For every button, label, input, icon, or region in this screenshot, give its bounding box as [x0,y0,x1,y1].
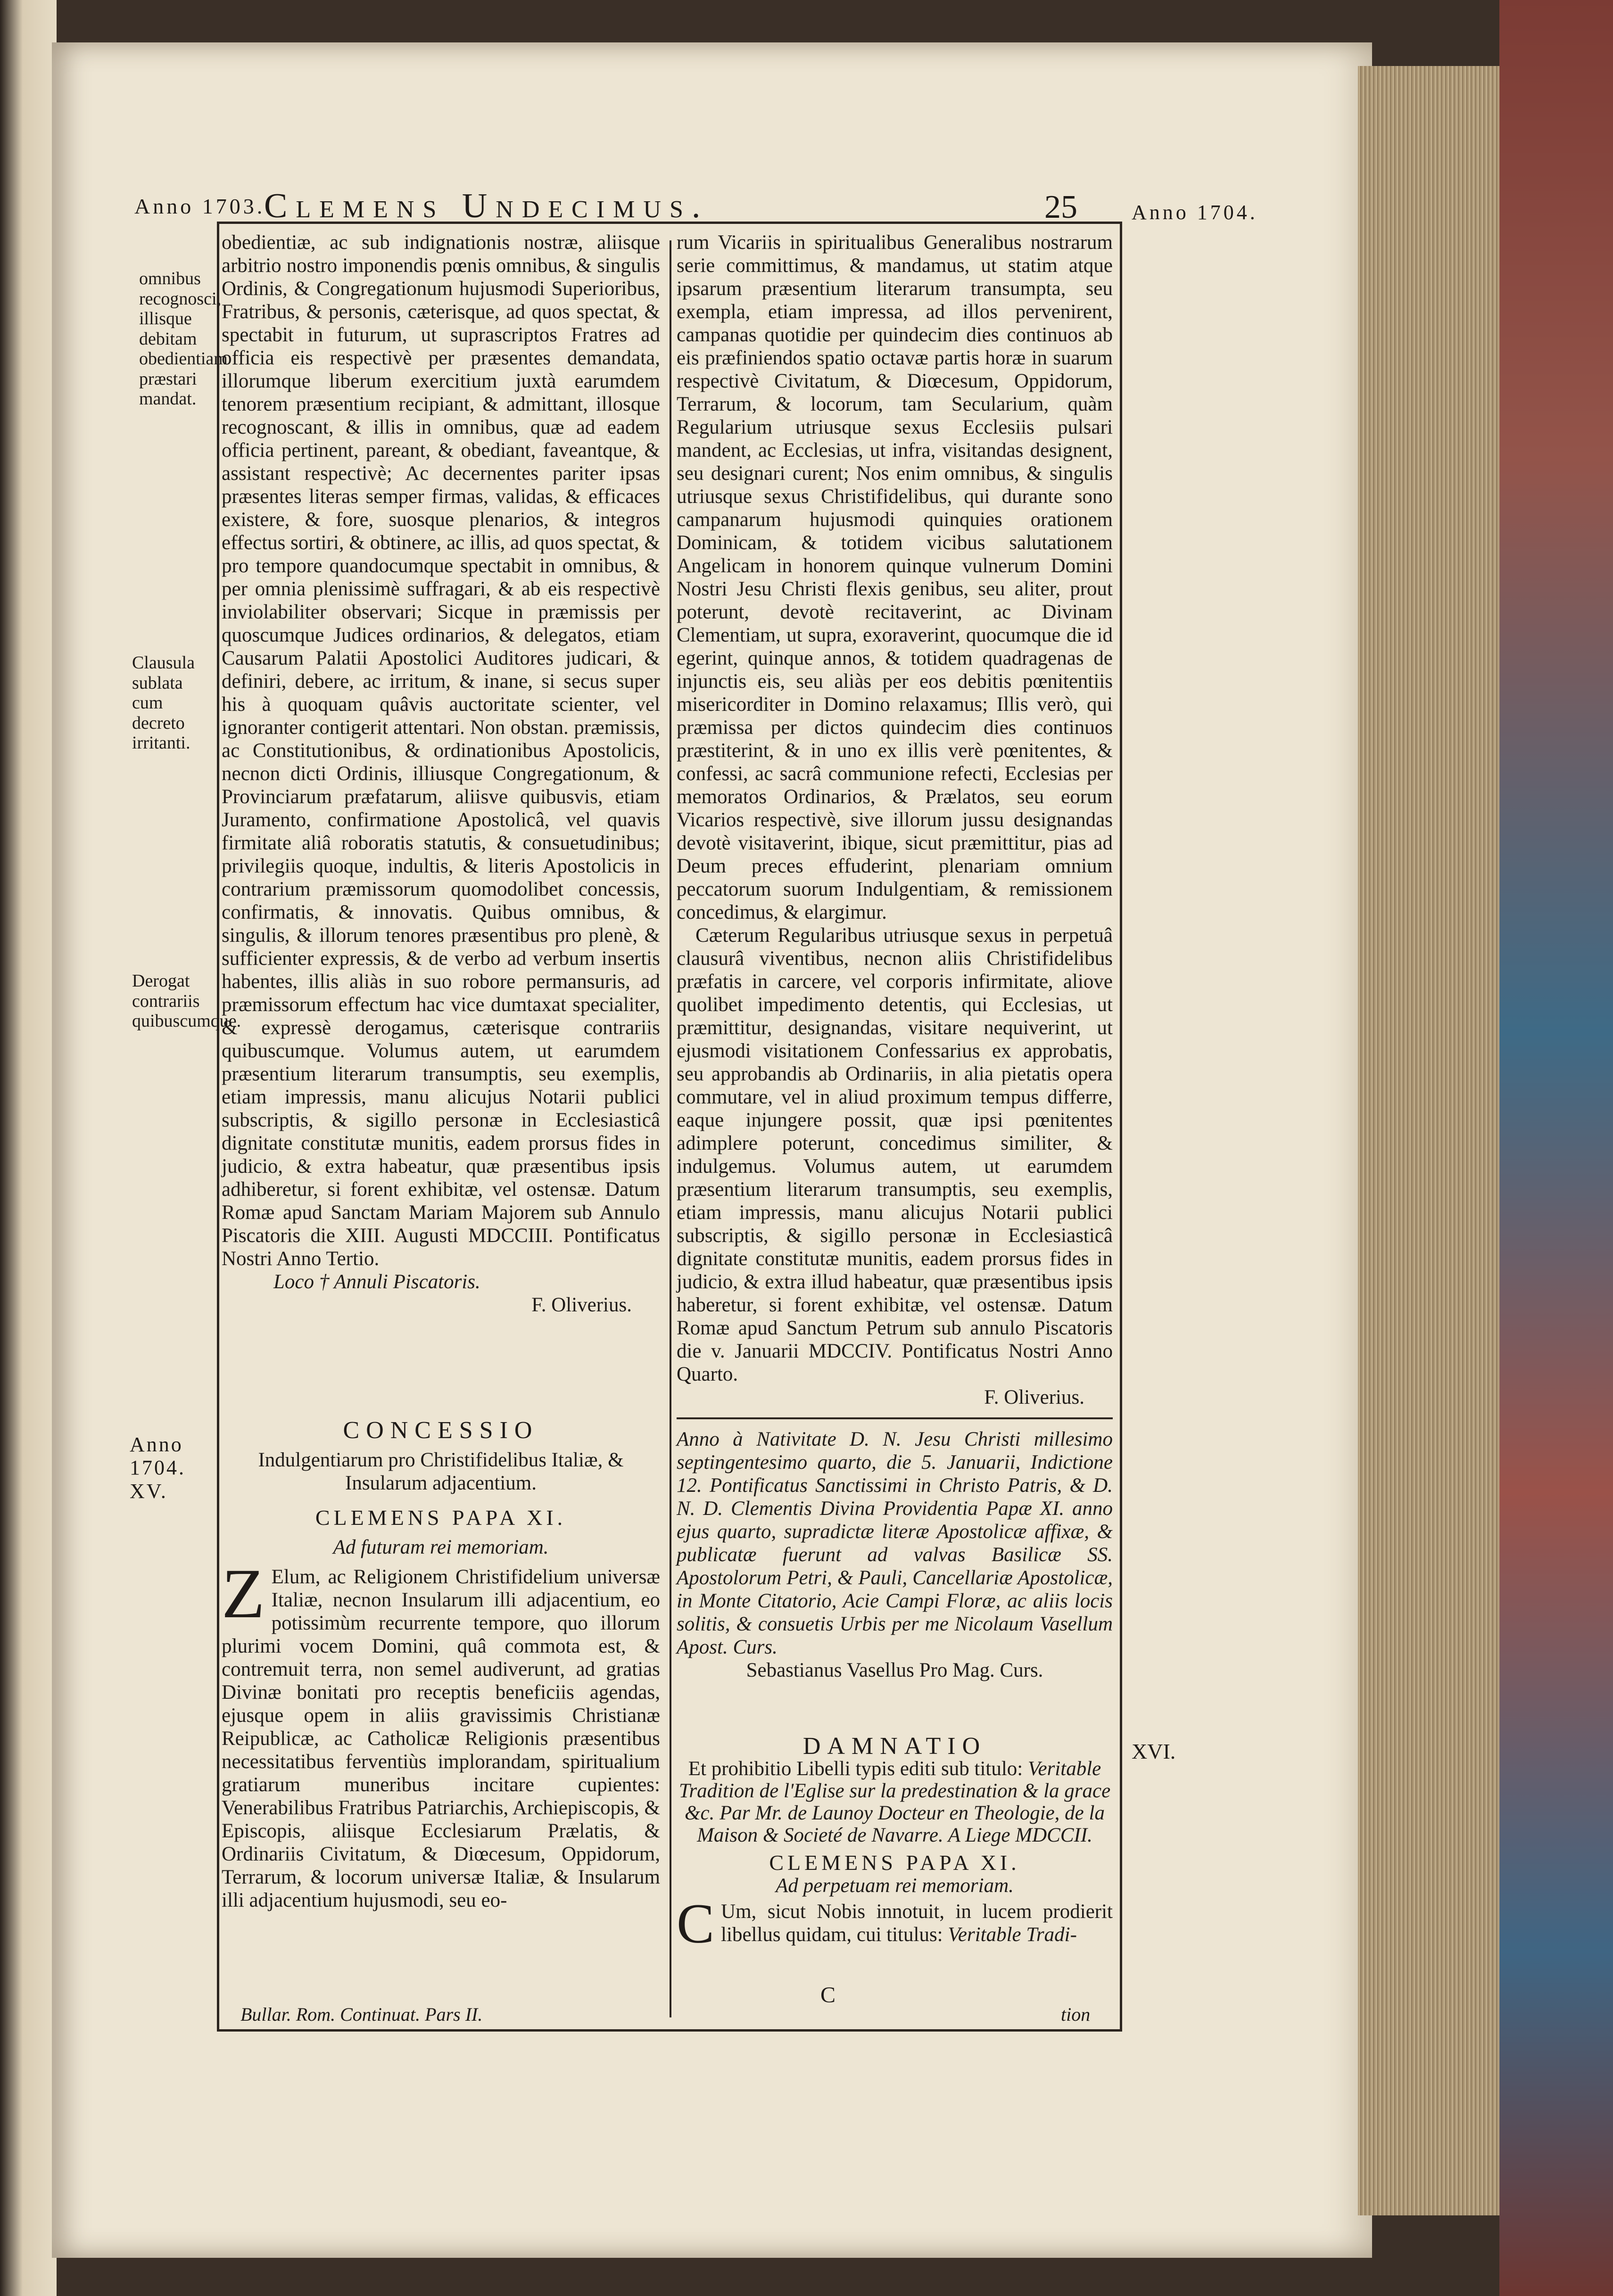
concessio-subtitle: Indulgentiarum pro Christifidelibus Italiæ, & Insularum adjacentium. [258,1449,624,1494]
concessio-section [222,1419,660,1933]
footer-catchword: tion [1061,2004,1091,2025]
right-signature: F. Oliverius. [984,1386,1084,1408]
right-rule [677,1417,1113,1419]
damnatio-body-italic: Veritable Tradi- [948,1924,1077,1946]
left-column-text: obedientiæ, ac sub indignationis nostræ, aliisque arbitrio nostro imponendis pœnis omnibus, & singulis Ordinis, & Congregationum hujusmodi Superioribus, Fratribus, & personis, cæterisque, ad quos spectat, & spectabit in futurum, ut suprascriptos Fratres ad officia eis respectivè per præsentes demandata, illorumque liberum exercitium juxtà earumdem tenorem præsentium recipiant, & admittant, illosque recognoscant, & illis in omnibus, quæ ad eadem officia pertinent, pareant, & obediant, faveantque, & assistant respectivè; Ac decernentes pariter ipsas præsentes literas semper firmas, validas, & efficaces existere, & fore, suosque plenarios, & integros effectus sortiri, & obtinere, ac illis, ad quos spectat, & pro tempore quandocumque spectabit in omnibus, & per omnia plenissimè suffragari, & ab eis respectivè inviolabiliter observari; Sicque in præmissis per quoscumque Judices ordinarios, & delegatos, etiam Causarum Palatii Apostolici Auditores judicari, & definiri, debere, ac irritum, & inane, si secus super his à quoquam quâvis auctoritate scienter, vel ignoranter contigerit attentari. Non obstan. præmissis, ac Constitutionibus, & ordinationibus Apostolicis, necnon dicti Ordinis, illiusque Congregationum, & Provinciarum præfatarum, aliisve quibusvis, etiam Juramento, confirmatione Apostolicâ, vel quavis firmitate aliâ roboratis statutis, & consuetudinibus; privilegiis quoque, indultis, & literis Apostolicis in contrarium præmissorum quomodolibet concessis, confirmatis, & innovatis. Quibus omnibus, & singulis, & illorum tenores præsentibus pro plenè, & sufficienter expressis, & de verbo ad verbum insertis habentes, illis aliàs in suo robore permansuris, ad præmissorum effectum hac vice dumtaxat specialiter, & expressè derogamus, cæterisque contrariis quibuscumque. Volumus autem, ut earumdem præsentium literarum transumptis, seu exemplis, etiam impressis, manu alicujus Notarii publici subscriptis, & sigillo personæ in Ecclesiasticâ dignitate constitutæ munitis, eadem prorsus fides in judicio, & extra habeatur, quæ præsentibus ipsis adhiberetur, si forent exhibitæ, vel ostensæ. Datum Romæ apud Sanctam Mariam Majorem sub Annulo Piscatoris die XIII. Augusti MDCCIII. Pontificatus Nostri Anno Tertio. [222,231,660,1270]
footer-running-title: Bullar. Rom. Continuat. Pars II. [240,2004,483,2025]
damnatio-heading: DAMNATIO [802,1733,987,1760]
book-cover [1499,0,1613,2296]
margin-anno-xv: Anno 1704. XV. [130,1433,186,1503]
concessio-heading: CONCESSIO [343,1417,539,1444]
page-title: Clemens Undecimus. [264,187,709,225]
margin-note-derogat: Derogat contrariis quibuscumque. [132,971,241,1031]
damnatio-pope: CLEMENS PAPA XI. [769,1851,1020,1875]
column-divider [670,240,671,2017]
page-edges [1358,66,1499,2215]
damnatio-body-text: Um, sicut Nobis innotuit, in lucem prodierit libellus quidam, cui titulus: [721,1901,1113,1946]
concessio-dropcap: Z [222,1555,265,1633]
damnatio-subtitle [677,1758,1113,1846]
margin-xvi: XVI. [1132,1739,1176,1763]
damnatio-subtitle-italic: Veritable Tradition de l'Eglise sur la predestination & la grace &c. Par Mr. de Launoy Docteur en Theologie, de la Maison & Societé de Navarre. A Liege MDCCII. [678,1758,1111,1846]
cursor-signature: Sebastianus Vasellus Pro Mag. Curs. [746,1659,1043,1681]
damnatio-section [677,1733,1113,1955]
left-column-top [222,231,660,1395]
right-column-continued: Cæterum Regularibus utriusque sexus in perpetuâ clausurâ viventibus, necnon aliis Christifidelibus præfatis in carcere, vel corporis infirmitate, aliove quolibet impedimento detentis, qui Ecclesias, ut præmittitur, designandas, visitare nequiverint, ut ejusmodi visitationem Confessarius ex approbatis, seu approbandis ab Ordinariis, in alia pietatis opera commutare, vel in aliud proximum tempus differre, eaque injungere possit, quæ ipsi pœnitentes adimplere poterunt, concedimus similiter, & indulgemus. Volumus autem, ut earumdem præsentium literarum transumptis, seu exemplis, etiam impressis, manu alicujus Notarii publici subscriptis, & sigillo personæ in Ecclesiasticâ dignitate constitutæ munitis, eadem prorsus fides in judicio, & extra illud habeatur, quæ præsentibus ipsis haberetur, si forent exhibitæ, vel ostensæ. Datum Romæ apud Sanctum Petrum sub annulo Piscatoris die v. Januarii MDCCIV. Pontificatus Nostri Anno Quarto. [677,924,1113,1385]
right-column-top [677,231,1113,1681]
concessio-body [222,1555,660,1933]
right-column-text: rum Vicariis in spiritualibus Generalibus nostrarum serie committimus, & mandamus, ut statim atque ipsarum præsentium literarum transumpta, seu exempla, etiam impressa, ad illos pervenirent, campanas quotidie per quindecim dies continuos ab eis præfiniendos spatio octavæ partis horæ in suarum respectivè Civitatum, & Diœcesum, Oppidorum, Terrarum, & locorum, tam Secularium, quàm Regularium utriusque sexus Ecclesiis pulsari mandent, ac Ecclesias, ut infra, visitandas designent, seu designari curent; Nos enim omnibus, & singulis utriusque sexus Christifidelibus, qui durante sono campanarum hujusmodi quinquies orationem Dominicam, & totidem vicibus salutationem Angelicam in honorem quinque vulnerum Domini Nostri Jesu Christi flexis genibus, seu aliter, prout poterunt, devotè recitaverint, ac Divinam Clementiam, ut supra, exoraverint, quocumque die id egerint, quinque annos, & totidem quadragenas de injunctis eis, seu aliàs per eos debitis pœnitentiis misericorditer in Domino relaxamus; Illis verò, qui præmissa per dictos quindecim dies continuos præstiterint, & in uno ex illis verè pœnitentes, & confessi, ac sacrâ communione refecti, Ecclesias per memoratos Ordinarios, & Prælatos, seu eorum Vicarios respectivè, sive illorum jussu designandas devotè visitaverint, ibique, sicut præmittitur, pias ad Deum preces effuderint, plenariam omnium peccatorum suorum Indulgentiam, & remissionem concedimus, & elargimur. [677,231,1113,923]
seal-note: Loco † Annuli Piscatoris. [273,1271,480,1293]
margin-note-clausula: Clausula sublata cum decreto irritanti. [132,653,195,753]
footer-signature-mark: C [820,1983,836,2008]
concessio-pope: CLEMENS PAPA XI. [315,1506,567,1530]
header-anno-left: Anno 1703. [134,194,265,218]
concessio-memoriam: Ad futuram rei memoriam. [333,1536,549,1558]
facing-page-edge [0,0,57,2296]
page-number: 25 [1044,189,1077,225]
damnatio-subtitle-plain: Et prohibitio Libelli typis editi sub titulo: [688,1758,1023,1780]
header-anno-right: Anno 1704. [1132,201,1258,224]
damnatio-memoriam: Ad perpetuam rei memoriam. [776,1875,1014,1897]
concessio-body-text: Elum, ac Religionem Christifidelium universæ Italiæ, necnon Insularum illi adjacentium, eo potissimùm recurrente tempore, quo illorum plurimi vocem Domini, quâ commota est, & contremuit terra, non semel audiverunt, ad gratias Divinæ bonitati pro receptis beneficiis agendas, ejusque opem in aliis gravissimis Christianæ Reipublicæ, ac Catholicæ Religionis præsentibus necessitatibus ferventiùs implorandam, spiritualium gratiarum muneribus incitare cupientes: Venerabilibus Fratribus Patriarchis, Archiepiscopis, & Episcopis, aliisque Ecclesiarum Prælatis, & Ordinariis Civitatum, & Diœcesum, Oppidorum, Terrarum, & locorum universæ Italiæ, & Insularum illi adjacentium hujusmodi, seu eo- [222,1566,660,1911]
damnatio-body [677,1892,1113,1955]
left-signature: F. Oliverius. [531,1294,632,1316]
damnatio-dropcap: C [677,1892,715,1955]
margin-note-recognosci: omnibus recognosci, illisque debitam obedientiam præstari mandat. [139,269,228,409]
publication-note: Anno à Nativitate D. N. Jesu Christi millesimo septingentesimo quarto, die 5. Januarii, Indictione 12. Pontificatus Sanctissimi in Christo Patris, & D. N. D. Clementis Divina Providentia Papæ XI. anno ejus quarto, supradictæ literæ Apostolicæ affixæ, & publicatæ fuerunt ad valvas Basilicæ SS. Apostolorum Petri, & Pauli, Cancellariæ Apostolicæ, in Monte Citatorio, Acie Campi Floræ, ac aliis locis solitis, & consuetis Urbis per me Nicolaum Vasellum Apost. Curs. [677,1428,1113,1658]
